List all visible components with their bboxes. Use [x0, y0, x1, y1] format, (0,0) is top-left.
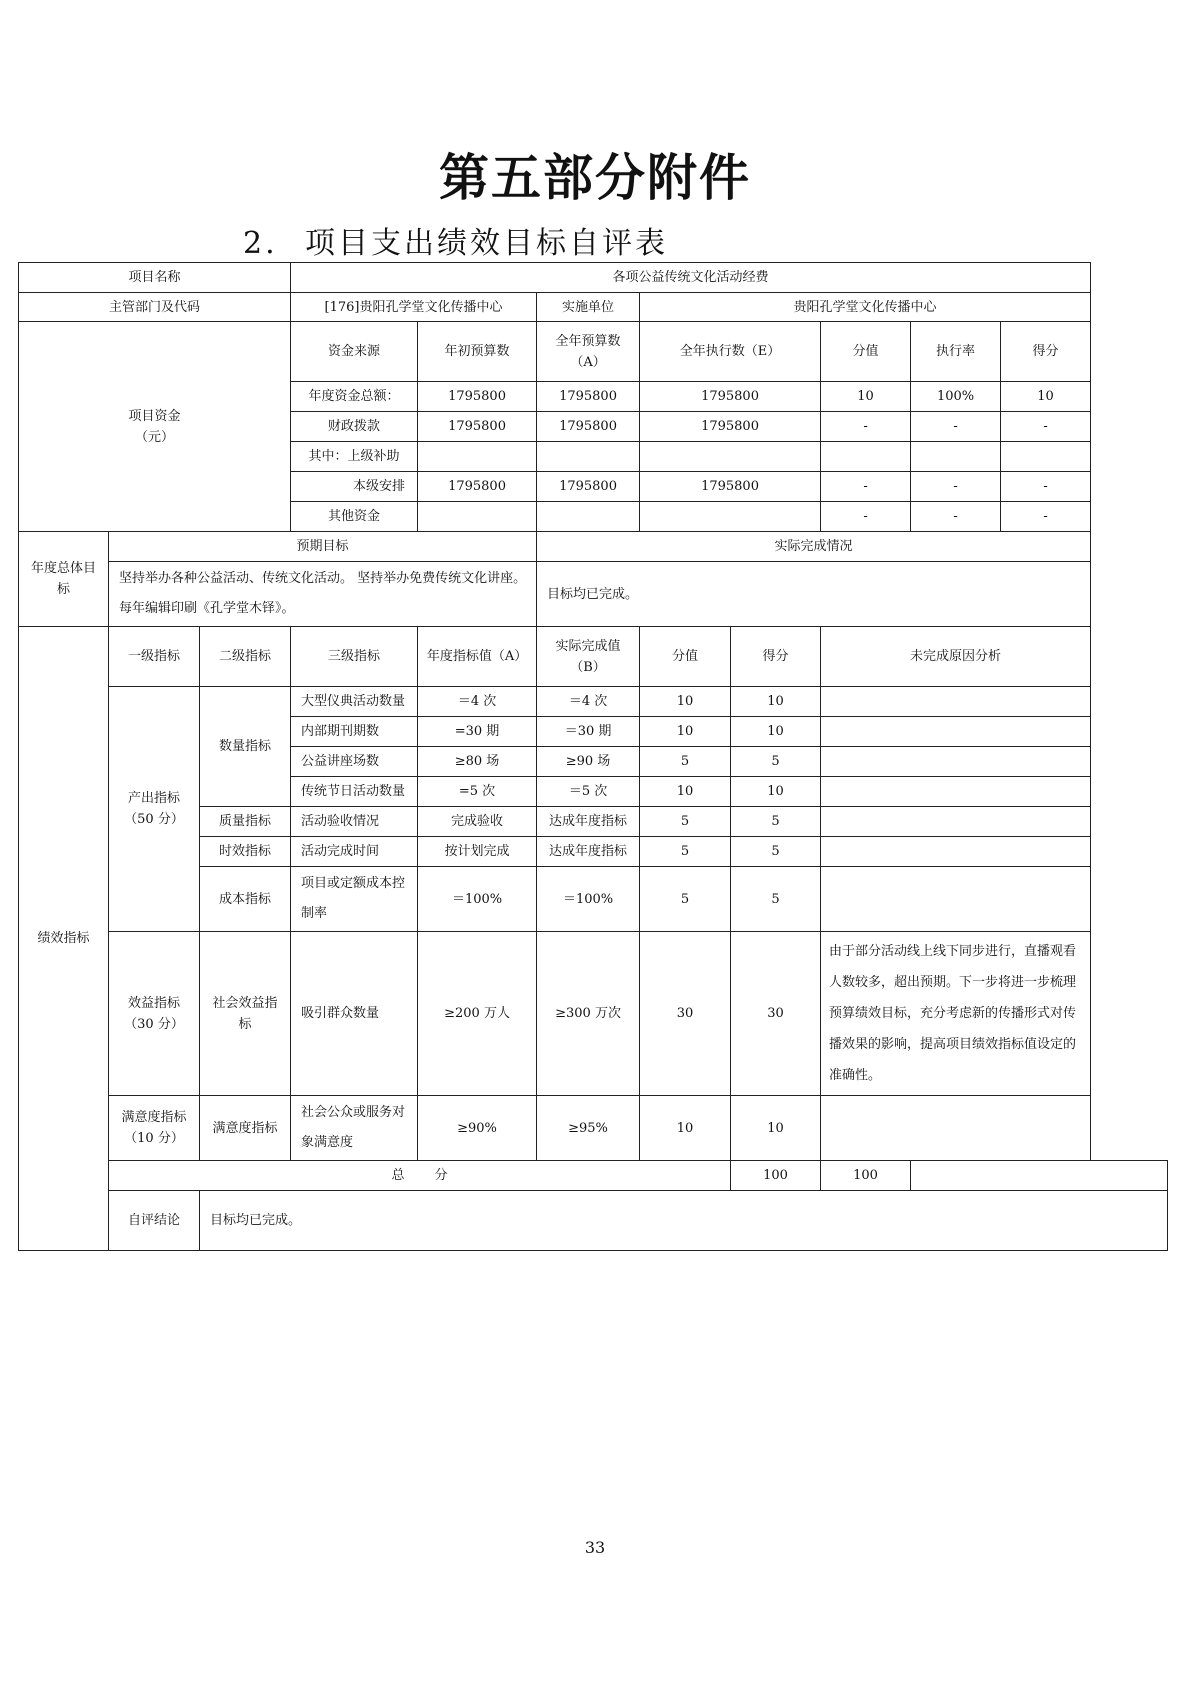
fund-executed: [640, 442, 821, 472]
benefit-label-line2: （30 分）: [124, 1016, 184, 1032]
fund-annual: 1795800: [537, 382, 640, 412]
funds-header-initial: 年初预算数: [418, 322, 537, 382]
indicator-score: 5: [731, 867, 821, 932]
indicators-header-row: [19, 627, 1168, 687]
annual-line2: （A）: [570, 354, 606, 370]
total-empty: [911, 1161, 1168, 1191]
output-label: [109, 687, 200, 932]
indicator-reason: [821, 747, 1091, 777]
indicator-target: ≥200 万人: [418, 932, 537, 1096]
fund-score: 10: [1001, 382, 1091, 412]
indicator-actual: ≥90 场: [537, 747, 640, 777]
caption-text: 项目支出绩效目标自评表: [305, 226, 668, 261]
benefit-label-line1: 效益指标: [127, 995, 180, 1011]
fund-score-value: -: [821, 502, 911, 532]
goals-content-row: [19, 562, 1168, 627]
fund-annual: 1795800: [537, 472, 640, 502]
total-score-value: 100: [731, 1161, 821, 1191]
indicator-reason: [821, 717, 1091, 747]
indicator-target: ≥90%: [418, 1096, 537, 1161]
indicator-reason: [821, 867, 1091, 932]
fund-annual: 1795800: [537, 412, 640, 442]
fund-rate: [911, 442, 1001, 472]
indicator-actual: 达成年度指标: [537, 837, 640, 867]
indicator-name: 公益讲座场数: [291, 747, 418, 777]
indicator-reason: 由于部分活动线上线下同步进行，直播观看人数较多，超出预期。下一步将进一步梳理预算绩效目标，充分考虑新的传播形式对传播效果的影响，提高项目绩效指标值设定的准确性。: [821, 932, 1091, 1096]
conclusion-label: 自评结论: [109, 1191, 200, 1251]
funds-header-rate: 执行率: [911, 322, 1001, 382]
satisfaction-sub-label: 满意度指标: [200, 1096, 291, 1161]
performance-self-evaluation-table: [18, 262, 1168, 1251]
header-reason: 未完成原因分析: [821, 627, 1091, 687]
social-benefit-label: [200, 932, 291, 1096]
fund-source: 其中：上级补助: [291, 442, 418, 472]
caption-number: 2.: [243, 226, 278, 261]
fund-source: 其他资金: [291, 502, 418, 532]
expected-line1: 坚持举办各种公益活动、传统文化活动。 坚持举办免费传统文化讲座。: [119, 571, 527, 586]
indicator-actual: ＝30 期: [537, 717, 640, 747]
indicator-name: 内部期刊期数: [291, 717, 418, 747]
fund-source: 年度资金总额：: [291, 382, 418, 412]
project-name-label: 项目名称: [19, 263, 291, 293]
indicator-name: 传统节日活动数量: [291, 777, 418, 807]
indicator-actual: ≥95%: [537, 1096, 640, 1161]
fund-executed: 1795800: [640, 472, 821, 502]
header-score-value: 分值: [640, 627, 731, 687]
fund-score-value: 10: [821, 382, 911, 412]
indicator-score-value: 10: [640, 687, 731, 717]
goals-header-row: [19, 532, 1168, 562]
social-benefit-line2: 标: [238, 1016, 252, 1032]
cost-label: 成本指标: [200, 867, 291, 932]
expected-goal-header: 预期目标: [109, 532, 537, 562]
fund-executed: [640, 502, 821, 532]
indicator-reason: [821, 777, 1091, 807]
quality-label: 质量指标: [200, 807, 291, 837]
header-actual: [537, 627, 640, 687]
total-label: [109, 1161, 731, 1191]
social-benefit-line1: 社会效益指: [212, 995, 278, 1011]
indicator-name: 吸引群众数量: [291, 932, 418, 1096]
indicator-actual: ≥300 万次: [537, 932, 640, 1096]
indicator-score-value: 10: [640, 1096, 731, 1161]
indicator-target: ＝100%: [418, 867, 537, 932]
impl-value: 贵阳孔学堂文化传播中心: [640, 293, 1091, 322]
indicator-target: ＝4 次: [418, 687, 537, 717]
indicator-reason: [821, 1096, 1091, 1161]
fund-initial: [418, 502, 537, 532]
fund-annual: [537, 442, 640, 472]
goals-label: [19, 532, 109, 627]
indicator-score-value: 10: [640, 717, 731, 747]
expected-goal-text: [109, 562, 537, 627]
fund-initial: 1795800: [418, 382, 537, 412]
indicator-name-line1: 社会公众或服务对: [301, 1105, 406, 1120]
fund-score-value: -: [821, 472, 911, 502]
indicator-name-line1: 项目或定额成本控: [301, 876, 406, 891]
output-label-line1: 产出指标: [127, 791, 180, 806]
satisfaction-row: [19, 1096, 1168, 1161]
fund-initial: 1795800: [418, 472, 537, 502]
fund-rate: 100%: [911, 382, 1001, 412]
fund-score-value: -: [821, 412, 911, 442]
table-caption: [243, 218, 668, 262]
indicator-score: 10: [731, 717, 821, 747]
indicator-name: [291, 1096, 418, 1161]
indicator-target: 按计划完成: [418, 837, 537, 867]
header-score: 得分: [731, 627, 821, 687]
indicator-target: ≥80 场: [418, 747, 537, 777]
fund-executed: 1795800: [640, 382, 821, 412]
funds-label: [19, 322, 291, 532]
fund-initial: [418, 442, 537, 472]
indicator-score: 5: [731, 807, 821, 837]
funds-label-line1: 项目资金: [128, 408, 181, 424]
total-label-text: 总分: [391, 1168, 478, 1183]
indicator-score: 10: [731, 777, 821, 807]
indicator-actual: ＝5 次: [537, 777, 640, 807]
page-number: 33: [584, 1538, 606, 1557]
satisfaction-label-line2: （10 分）: [124, 1131, 184, 1146]
fund-executed: 1795800: [640, 412, 821, 442]
conclusion-text: 目标均已完成。: [200, 1191, 1168, 1251]
fund-annual: [537, 502, 640, 532]
total-row: [19, 1161, 1168, 1191]
fund-rate: -: [911, 412, 1001, 442]
page-title: 第五部分附件: [439, 149, 751, 207]
indicator-reason: [821, 807, 1091, 837]
goals-label-line1: 年度总体目: [30, 561, 96, 576]
funds-header-score: 得分: [1001, 322, 1091, 382]
actual-goal-header: 实际完成情况: [537, 532, 1091, 562]
impl-label: 实施单位: [537, 293, 640, 322]
indicator-name: [291, 867, 418, 932]
benefit-row: [19, 932, 1168, 1096]
indicator-score-value: 5: [640, 837, 731, 867]
fund-score: -: [1001, 502, 1091, 532]
fund-rate: -: [911, 472, 1001, 502]
indicator-name: 活动完成时间: [291, 837, 418, 867]
indicator-score: 5: [731, 747, 821, 777]
fund-score-value: [821, 442, 911, 472]
fund-source: 财政拨款: [291, 412, 418, 442]
indicator-name: 活动验收情况: [291, 807, 418, 837]
funds-header-source: 资金来源: [291, 322, 418, 382]
fund-score: -: [1001, 412, 1091, 442]
indicator-score-value: 30: [640, 932, 731, 1096]
indicator-score-value: 5: [640, 747, 731, 777]
actual-header-line2: （B）: [570, 659, 606, 675]
total-score: 100: [821, 1161, 911, 1191]
header-target: 年度指标值（A）: [418, 627, 537, 687]
quantity-label: 数量指标: [200, 687, 291, 807]
output-label-line2: （50 分）: [124, 812, 184, 827]
department-row: [19, 293, 1168, 322]
indicator-target: =30 期: [418, 717, 537, 747]
header-level2: 二级指标: [200, 627, 291, 687]
benefit-label: [109, 932, 200, 1096]
indicator-row: [19, 687, 1168, 717]
indicator-target: =5 次: [418, 777, 537, 807]
fund-score: -: [1001, 472, 1091, 502]
funds-header-annual: [537, 322, 640, 382]
indicators-label: 绩效指标: [19, 627, 109, 1251]
indicator-target: 完成验收: [418, 807, 537, 837]
indicator-score: 30: [731, 932, 821, 1096]
annual-line1: 全年预算数: [555, 333, 621, 349]
project-name-row: [19, 263, 1168, 293]
actual-header-line1: 实际完成值: [555, 638, 621, 654]
timeliness-label: 时效指标: [200, 837, 291, 867]
header-level3: 三级指标: [291, 627, 418, 687]
indicator-name-line2: 象满意度: [301, 1135, 354, 1150]
indicator-name-line2: 制率: [301, 906, 328, 921]
satisfaction-label-line1: 满意度指标: [121, 1110, 187, 1125]
fund-score: [1001, 442, 1091, 472]
dept-label: 主管部门及代码: [19, 293, 291, 322]
funds-header-score-value: 分值: [821, 322, 911, 382]
indicator-score: 10: [731, 687, 821, 717]
fund-rate: -: [911, 502, 1001, 532]
indicator-score-value: 10: [640, 777, 731, 807]
indicator-actual: 达成年度指标: [537, 807, 640, 837]
indicator-score-value: 5: [640, 867, 731, 932]
conclusion-row: [19, 1191, 1168, 1251]
indicator-score: 10: [731, 1096, 821, 1161]
goals-label-line2: 标: [56, 582, 70, 597]
project-name-value: 各项公益传统文化活动经费: [291, 263, 1091, 293]
fund-source: 本级安排: [291, 472, 418, 502]
actual-goal-text: 目标均已完成。: [537, 562, 1091, 627]
funds-label-line2: （元）: [135, 429, 175, 445]
indicator-name: 大型仪典活动数量: [291, 687, 418, 717]
indicator-score-value: 5: [640, 807, 731, 837]
indicator-actual: ＝100%: [537, 867, 640, 932]
indicator-score: 5: [731, 837, 821, 867]
expected-line2: 每年编辑印刷《孔学堂木铎》。: [119, 601, 295, 616]
fund-initial: 1795800: [418, 412, 537, 442]
indicator-reason: [821, 837, 1091, 867]
indicator-reason: [821, 687, 1091, 717]
funds-header-row: [19, 322, 1168, 382]
funds-header-executed: 全年执行数（E）: [640, 322, 821, 382]
header-level1: 一级指标: [109, 627, 200, 687]
dept-value: [176]贵阳孔学堂文化传播中心: [291, 293, 537, 322]
indicator-actual: ＝4 次: [537, 687, 640, 717]
satisfaction-label: [109, 1096, 200, 1161]
